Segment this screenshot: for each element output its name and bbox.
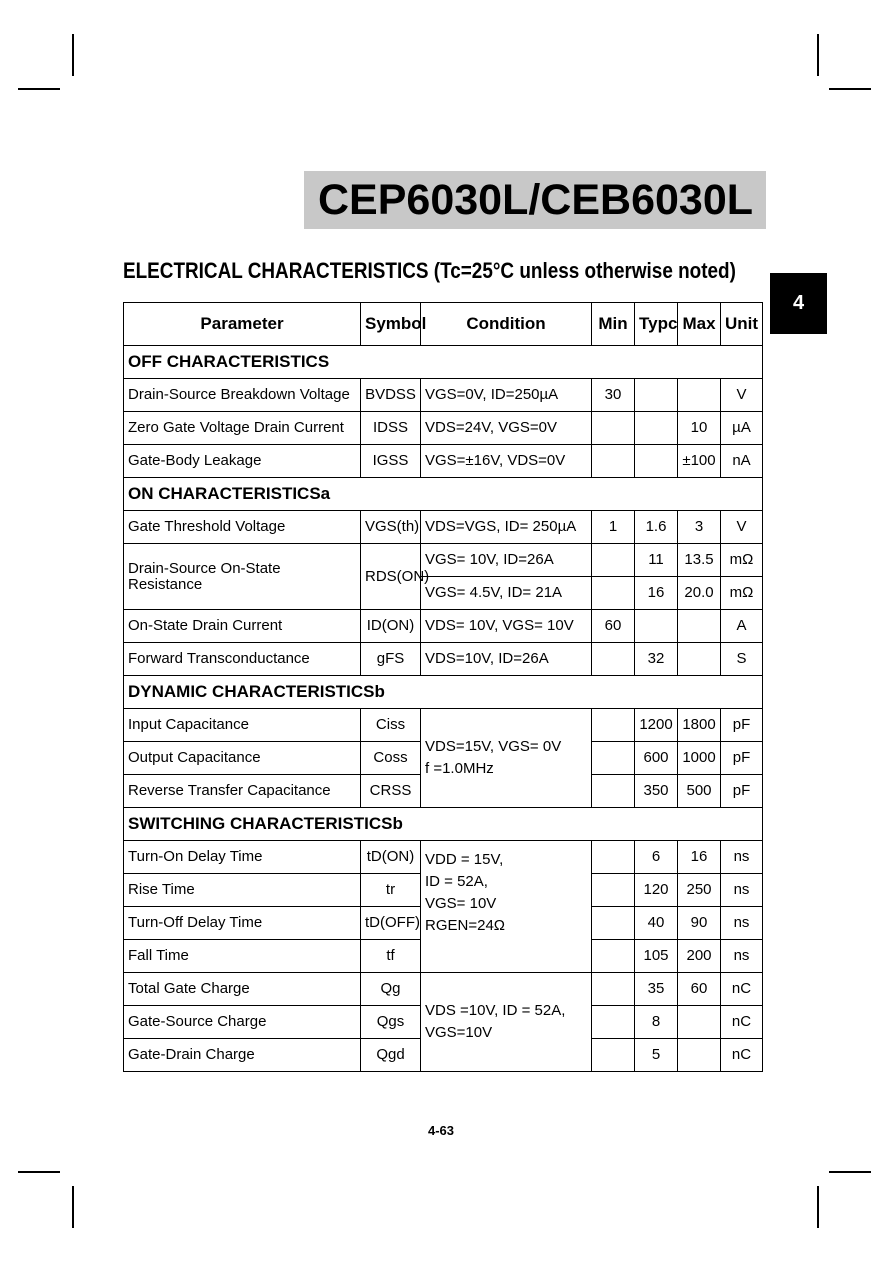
max-cell — [678, 1039, 721, 1072]
condition-cell: VDS=10V, ID=26A — [421, 643, 592, 676]
max-cell — [678, 610, 721, 643]
max-cell — [678, 643, 721, 676]
condition-cell: VGS=0V, ID=250µA — [421, 379, 592, 412]
unit-cell: V — [721, 511, 763, 544]
section-heading: ELECTRICAL CHARACTERISTICS (Tc=25°C unless otherwise noted) — [123, 258, 736, 283]
part-number-title: CEP6030L/CEB6030L — [318, 176, 753, 224]
typ-cell: 600 — [635, 742, 678, 775]
unit-cell: nC — [721, 1039, 763, 1072]
unit-cell: pF — [721, 709, 763, 742]
condition-line: VDS=15V, VGS= 0V — [425, 738, 562, 755]
typ-cell: 105 — [635, 940, 678, 973]
unit-cell: ns — [721, 841, 763, 874]
condition-cell: VDS=VGS, ID= 250µA — [421, 511, 592, 544]
min-cell: 1 — [592, 511, 635, 544]
min-cell — [592, 1039, 635, 1072]
condition-line: RGEN=24Ω — [425, 917, 505, 934]
param-cell: Output Capacitance — [124, 742, 361, 775]
param-cell: Drain-Source On-State Resistance — [124, 544, 361, 610]
max-cell: 3 — [678, 511, 721, 544]
section-row-dynamic — [124, 676, 763, 709]
unit-cell: V — [721, 379, 763, 412]
typ-cell: 8 — [635, 1006, 678, 1039]
col-unit: Unit — [721, 303, 763, 346]
title-banner — [304, 171, 766, 229]
table-row — [124, 973, 763, 1006]
unit-cell: ns — [721, 874, 763, 907]
max-cell — [678, 1006, 721, 1039]
max-cell: 10 — [678, 412, 721, 445]
condition-cell: VGS=±16V, VDS=0V — [421, 445, 592, 478]
condition-line: VDS =10V, ID = 52A, — [425, 1002, 566, 1019]
col-symbol: Symbol — [361, 303, 421, 346]
condition-line: f =1.0MHz — [425, 760, 494, 777]
param-cell: Gate Threshold Voltage — [124, 511, 361, 544]
crop-mark — [817, 34, 819, 76]
crop-mark — [18, 88, 60, 90]
typ-cell: 35 — [635, 973, 678, 1006]
max-cell: ±100 — [678, 445, 721, 478]
table-row — [124, 643, 763, 676]
crop-mark — [72, 1186, 74, 1228]
typ-cell: 1.6 — [635, 511, 678, 544]
typ-cell: 6 — [635, 841, 678, 874]
section-title: ON CHARACTERISTICSa — [124, 478, 763, 511]
max-cell — [678, 379, 721, 412]
chapter-tab: 4 — [770, 273, 827, 334]
symbol-cell: ID(ON) — [361, 610, 421, 643]
unit-cell: mΩ — [721, 544, 763, 577]
unit-cell: A — [721, 610, 763, 643]
param-cell: Turn-Off Delay Time — [124, 907, 361, 940]
min-cell — [592, 445, 635, 478]
min-cell — [592, 742, 635, 775]
min-cell — [592, 874, 635, 907]
unit-cell: µA — [721, 412, 763, 445]
condition-cell — [421, 841, 592, 973]
section-row-switching — [124, 808, 763, 841]
max-cell: 500 — [678, 775, 721, 808]
table-header-row — [124, 303, 763, 346]
typ-cell — [635, 610, 678, 643]
section-title: DYNAMIC CHARACTERISTICSb — [124, 676, 763, 709]
unit-cell: S — [721, 643, 763, 676]
param-cell: Turn-On Delay Time — [124, 841, 361, 874]
condition-cell: VDS=24V, VGS=0V — [421, 412, 592, 445]
param-cell: On-State Drain Current — [124, 610, 361, 643]
condition-line: ID = 52A, — [425, 873, 488, 890]
max-cell: 90 — [678, 907, 721, 940]
crop-mark — [18, 1171, 60, 1173]
min-cell: 60 — [592, 610, 635, 643]
unit-cell: nA — [721, 445, 763, 478]
min-cell — [592, 544, 635, 577]
param-cell: Input Capacitance — [124, 709, 361, 742]
min-cell — [592, 973, 635, 1006]
typ-cell: 1200 — [635, 709, 678, 742]
col-max: Max — [678, 303, 721, 346]
table-row — [124, 445, 763, 478]
symbol-cell: Qg — [361, 973, 421, 1006]
table-row — [124, 841, 763, 874]
min-cell — [592, 775, 635, 808]
typ-cell: 16 — [635, 577, 678, 610]
typ-cell — [635, 379, 678, 412]
crop-mark — [829, 1171, 871, 1173]
max-cell: 16 — [678, 841, 721, 874]
param-cell: Zero Gate Voltage Drain Current — [124, 412, 361, 445]
col-parameter: Parameter — [124, 303, 361, 346]
crop-mark — [72, 34, 74, 76]
param-cell: Gate-Drain Charge — [124, 1039, 361, 1072]
condition-cell: VGS= 10V, ID=26A — [421, 544, 592, 577]
condition-cell: VGS= 4.5V, ID= 21A — [421, 577, 592, 610]
param-cell: Rise Time — [124, 874, 361, 907]
table-row — [124, 544, 763, 577]
condition-line: VGS=10V — [425, 1024, 493, 1041]
symbol-cell: Ciss — [361, 709, 421, 742]
min-cell — [592, 1006, 635, 1039]
unit-cell: nC — [721, 1006, 763, 1039]
unit-cell: pF — [721, 775, 763, 808]
param-cell: Drain-Source Breakdown Voltage — [124, 379, 361, 412]
param-cell: Gate-Source Charge — [124, 1006, 361, 1039]
typ-cell: 120 — [635, 874, 678, 907]
typ-cell: 11 — [635, 544, 678, 577]
param-cell: Gate-Body Leakage — [124, 445, 361, 478]
section-row-off — [124, 346, 763, 379]
param-cell: Total Gate Charge — [124, 973, 361, 1006]
symbol-cell: tr — [361, 874, 421, 907]
col-condition: Condition — [421, 303, 592, 346]
table-row — [124, 511, 763, 544]
section-row-on — [124, 478, 763, 511]
condition-cell: VDS= 10V, VGS= 10V — [421, 610, 592, 643]
typ-cell: 5 — [635, 1039, 678, 1072]
table-row — [124, 610, 763, 643]
symbol-cell: IGSS — [361, 445, 421, 478]
min-cell — [592, 709, 635, 742]
min-cell — [592, 577, 635, 610]
max-cell: 200 — [678, 940, 721, 973]
symbol-cell: Qgd — [361, 1039, 421, 1072]
table-row — [124, 709, 763, 742]
typ-cell — [635, 445, 678, 478]
max-cell: 1000 — [678, 742, 721, 775]
typ-cell: 350 — [635, 775, 678, 808]
col-min: Min — [592, 303, 635, 346]
param-cell: Reverse Transfer Capacitance — [124, 775, 361, 808]
typ-cell: 40 — [635, 907, 678, 940]
symbol-cell: tf — [361, 940, 421, 973]
symbol-cell: Coss — [361, 742, 421, 775]
condition-cell — [421, 973, 592, 1072]
symbol-cell: BVDSS — [361, 379, 421, 412]
crop-mark — [817, 1186, 819, 1228]
electrical-characteristics-table — [123, 302, 763, 1072]
symbol-cell: RDS(ON) — [361, 544, 421, 610]
unit-cell: mΩ — [721, 577, 763, 610]
symbol-cell: tD(ON) — [361, 841, 421, 874]
typ-cell: 32 — [635, 643, 678, 676]
unit-cell: pF — [721, 742, 763, 775]
min-cell — [592, 841, 635, 874]
crop-mark — [829, 88, 871, 90]
symbol-cell: VGS(th) — [361, 511, 421, 544]
section-title: OFF CHARACTERISTICS — [124, 346, 763, 379]
min-cell — [592, 643, 635, 676]
condition-line: VDD = 15V, — [425, 851, 504, 868]
table-row — [124, 379, 763, 412]
symbol-cell: Qgs — [361, 1006, 421, 1039]
condition-line: VGS= 10V — [425, 895, 497, 912]
max-cell: 60 — [678, 973, 721, 1006]
col-typ: Typc — [635, 303, 678, 346]
param-cell: Forward Transconductance — [124, 643, 361, 676]
max-cell: 1800 — [678, 709, 721, 742]
section-title: SWITCHING CHARACTERISTICSb — [124, 808, 763, 841]
symbol-cell: gFS — [361, 643, 421, 676]
page-number: 4-63 — [428, 1123, 455, 1138]
condition-cell — [421, 709, 592, 808]
min-cell: 30 — [592, 379, 635, 412]
table-row — [124, 412, 763, 445]
unit-cell: nC — [721, 973, 763, 1006]
symbol-cell: tD(OFF) — [361, 907, 421, 940]
max-cell: 13.5 — [678, 544, 721, 577]
min-cell — [592, 940, 635, 973]
symbol-cell: IDSS — [361, 412, 421, 445]
typ-cell — [635, 412, 678, 445]
min-cell — [592, 412, 635, 445]
unit-cell: ns — [721, 940, 763, 973]
param-cell: Fall Time — [124, 940, 361, 973]
max-cell: 250 — [678, 874, 721, 907]
symbol-cell: CRSS — [361, 775, 421, 808]
max-cell: 20.0 — [678, 577, 721, 610]
min-cell — [592, 907, 635, 940]
unit-cell: ns — [721, 907, 763, 940]
